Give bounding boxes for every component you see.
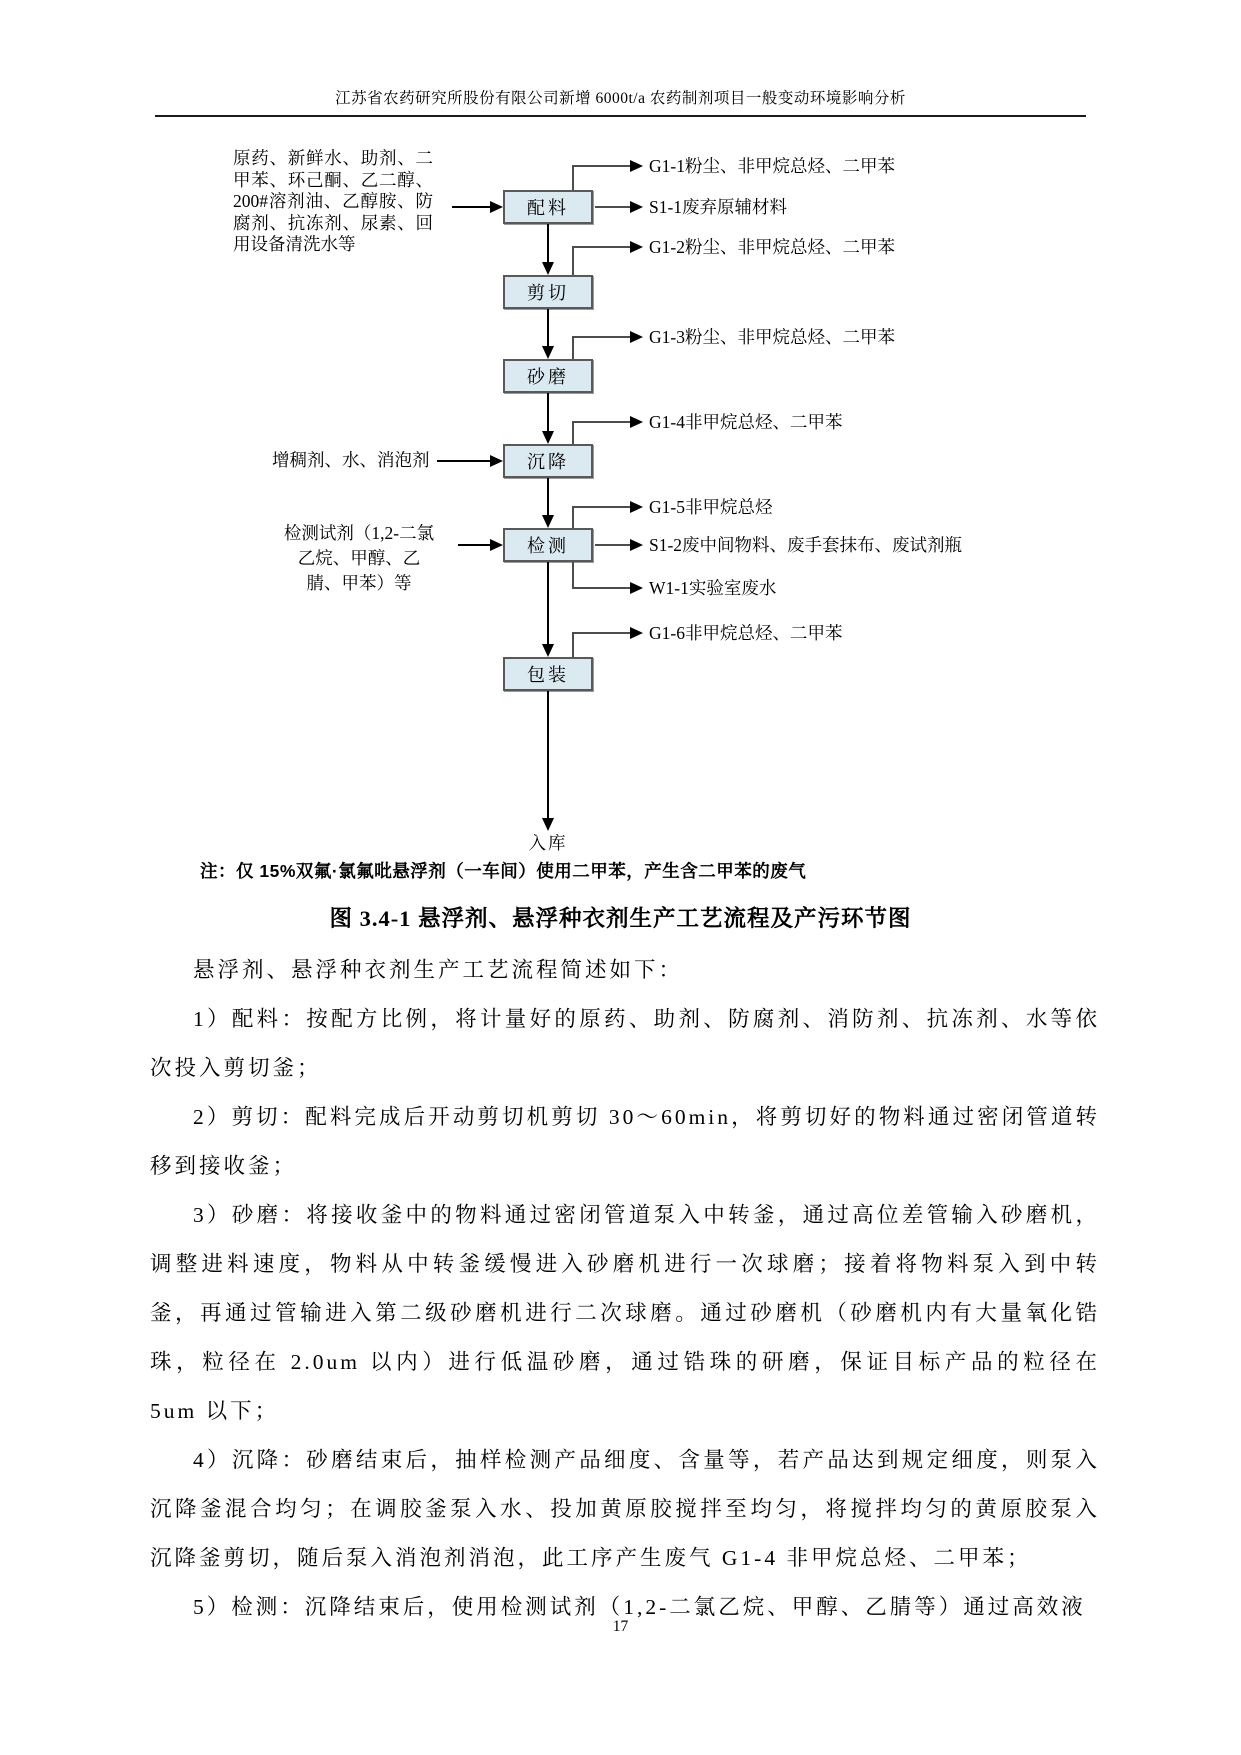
- output-label-s1-1: S1-1废弃原辅材料: [649, 197, 788, 217]
- output-elbow-line: [572, 633, 574, 657]
- output-elbow-line: [572, 632, 631, 634]
- input-arrow-line: [458, 544, 491, 546]
- process-box-sand-milling: 砂磨: [503, 359, 593, 393]
- body-paragraph-4: 4）沉降：砂磨结束后，抽样检测产品细度、含量等，若产品达到规定细度，则泵入沉降釜混合均匀；在调胶釜泵入水、投加黄原胶搅拌至均匀，将搅拌均匀的黄原胶泵入沉降釜剪切，随后泵入消泡剂消泡，此工序产生废气 G1-4 非甲烷总烃、二甲苯；: [150, 1448, 1100, 1570]
- process-box-shearing: 剪切: [503, 275, 593, 309]
- input-label-test-reagents: 检测试剂（1,2-二氯乙烷、甲醇、乙腈、甲苯）等: [283, 523, 435, 593]
- output-elbow-line: [572, 422, 574, 444]
- output-elbow-line: [572, 336, 631, 338]
- flow-connector: [547, 691, 549, 819]
- output-label-g1-3: G1-3粉尘、非甲烷总烃、二甲苯: [649, 327, 895, 347]
- body-paragraph-3: 3）砂磨：将接收釜中的物料通过密闭管道泵入中转釜，通过高位差管输入砂磨机，调整进料速度，物料从中转釜缓慢进入砂磨机进行一次球磨；接着将物料泵入到中转釜，再通过管输进入第二级砂磨机进行二次球磨。通过砂磨机（砂磨机内有大量氧化锆珠，粒径在 2.0um 以内）进行低温砂磨，通过锆珠的研磨，保证目标产品的粒径在 5um 以下；: [150, 1203, 1100, 1423]
- process-box-packaging: 包装: [503, 657, 593, 691]
- input-label-thickener: 增稠剂、水、消泡剂: [272, 450, 430, 470]
- input-arrow-line: [452, 206, 491, 208]
- process-box-batching: 配料: [503, 190, 593, 224]
- output-label-g1-4: G1-4非甲烷总烃、二甲苯: [649, 412, 843, 432]
- output-label-g1-1: G1-1粉尘、非甲烷总烃、二甲苯: [649, 156, 895, 176]
- arrowhead-right-icon: [490, 455, 503, 467]
- arrowhead-right-icon: [630, 582, 643, 594]
- output-elbow-line: [572, 247, 574, 275]
- arrowhead-right-icon: [630, 539, 643, 551]
- arrowhead-right-icon: [630, 201, 643, 213]
- arrowhead-right-icon: [630, 501, 643, 513]
- output-label-g1-6: G1-6非甲烷总烃、二甲苯: [649, 623, 843, 643]
- arrowhead-down-icon: [542, 644, 554, 657]
- output-label-w1-1: W1-1实验室废水: [649, 578, 777, 598]
- arrowhead-right-icon: [490, 201, 503, 213]
- output-elbow-line: [572, 421, 631, 423]
- flow-connector: [547, 309, 549, 347]
- body-paragraph-intro: 悬浮剂、悬浮种衣剂生产工艺流程简述如下：: [193, 958, 684, 982]
- output-elbow-line: [572, 507, 574, 528]
- output-elbow-line: [572, 562, 574, 589]
- flow-connector: [547, 478, 549, 516]
- output-label-s1-2: S1-2废中间物料、废手套抹布、废试剂瓶: [649, 535, 963, 555]
- arrowhead-right-icon: [630, 160, 643, 172]
- output-elbow-line: [572, 165, 631, 167]
- figure-note: 注：仅 15%双氟·氯氟吡悬浮剂（一车间）使用二甲苯，产生含二甲苯的废气: [200, 861, 807, 881]
- figure-caption: 图 3.4-1 悬浮剂、悬浮种衣剂生产工艺流程及产污环节图: [329, 906, 912, 931]
- final-step-warehouse: 入库: [528, 833, 568, 853]
- page-number: 17: [612, 1618, 629, 1635]
- arrowhead-down-icon: [542, 515, 554, 528]
- output-elbow-line: [572, 337, 574, 359]
- flow-connector: [547, 224, 549, 263]
- output-elbow-line: [572, 246, 631, 248]
- body-paragraph-2: 2）剪切：配料完成后开动剪切机剪切 30～60min，将剪切好的物料通过密闭管道转移到接收釜；: [150, 1105, 1100, 1178]
- output-line: [595, 544, 631, 546]
- process-box-settling: 沉降: [503, 444, 593, 478]
- arrowhead-down-icon: [542, 431, 554, 444]
- arrowhead-right-icon: [630, 241, 643, 253]
- arrowhead-right-icon: [630, 331, 643, 343]
- process-flowchart: [0, 130, 1241, 856]
- flow-connector: [547, 393, 549, 432]
- input-arrow-line: [437, 460, 491, 462]
- input-label-raw-materials: 原药、新鲜水、助剂、二甲苯、环己酮、乙二醇、200#溶剂油、乙醇胺、防腐剂、抗冻剂、尿素、回用设备清洗水等: [233, 148, 433, 254]
- body-paragraph-1: 1）配料：按配方比例，将计量好的原药、助剂、防腐剂、消防剂、抗冻剂、水等依次投入剪切釜；: [150, 1007, 1100, 1080]
- output-line: [595, 206, 631, 208]
- output-elbow-line: [572, 166, 574, 190]
- arrowhead-down-icon: [542, 346, 554, 359]
- output-label-g1-5: G1-5非甲烷总烃: [649, 497, 773, 517]
- arrowhead-right-icon: [630, 627, 643, 639]
- page-header-title: 江苏省农药研究所股份有限公司新增 6000t/a 农药制剂项目一般变动环境影响分析: [155, 86, 1086, 117]
- arrowhead-right-icon: [630, 416, 643, 428]
- flow-connector: [547, 562, 549, 645]
- body-text: [150, 946, 1100, 1632]
- arrowhead-down-icon: [542, 262, 554, 275]
- arrowhead-down-icon: [542, 818, 554, 831]
- process-box-testing: 检测: [503, 528, 593, 562]
- output-elbow-line: [572, 587, 631, 589]
- arrowhead-right-icon: [490, 539, 503, 551]
- body-paragraph-5: 5）检测：沉降结束后，使用检测试剂（1,2-二氯乙烷、甲醇、乙腈等）通过高效液: [193, 1595, 1086, 1619]
- output-label-g1-2: G1-2粉尘、非甲烷总烃、二甲苯: [649, 237, 895, 257]
- output-elbow-line: [572, 506, 631, 508]
